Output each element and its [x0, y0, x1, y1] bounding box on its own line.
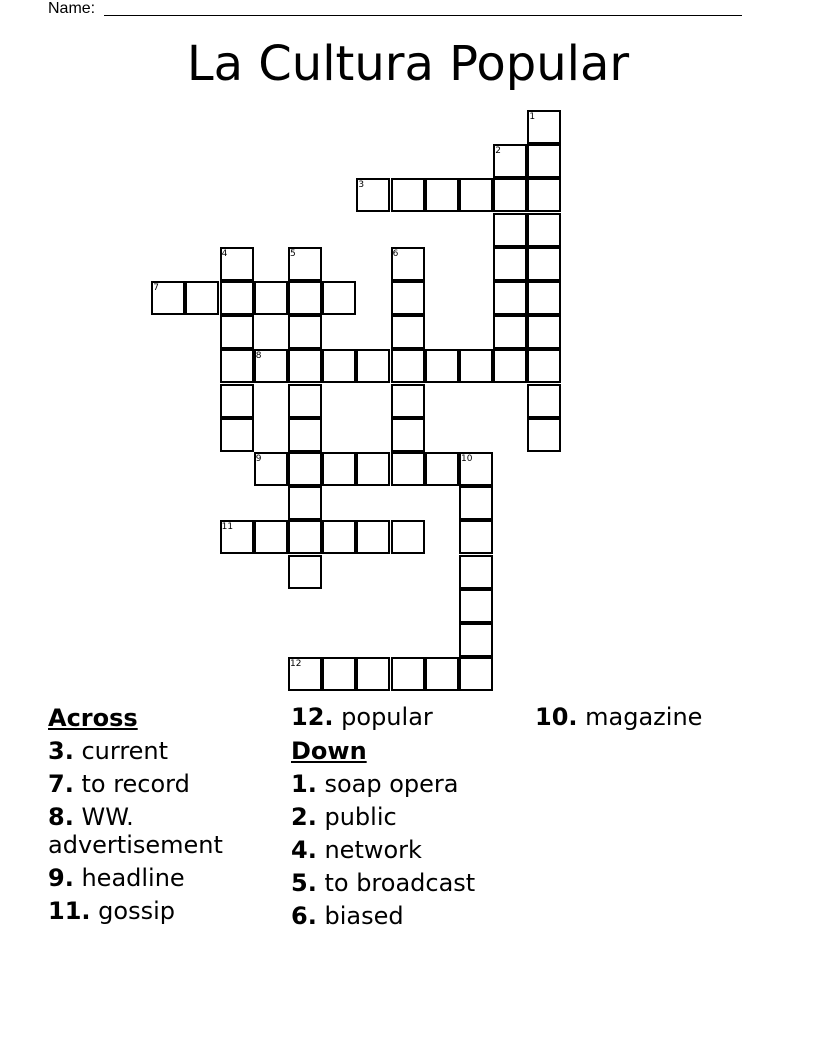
grid-cell[interactable]	[493, 247, 527, 281]
grid-cell[interactable]	[527, 281, 561, 315]
grid-cell[interactable]	[288, 315, 322, 349]
grid-cell[interactable]	[391, 281, 425, 315]
down-clue-6: 6. biased	[291, 902, 404, 930]
grid-cell[interactable]	[527, 349, 561, 383]
grid-cell[interactable]	[322, 657, 356, 691]
grid-cell[interactable]	[527, 178, 561, 212]
clue-column-1	[48, 703, 278, 930]
down-clue-10: 10. magazine	[535, 703, 703, 731]
grid-cell[interactable]	[391, 418, 425, 452]
grid-cell[interactable]	[527, 213, 561, 247]
across-clue-7: 7. to record	[48, 770, 190, 798]
grid-cell[interactable]	[288, 349, 322, 383]
grid-cell[interactable]	[459, 657, 493, 691]
grid-cell[interactable]	[288, 384, 322, 418]
grid-cell[interactable]	[425, 452, 459, 486]
down-clue-5: 5. to broadcast	[291, 869, 476, 897]
grid-cell[interactable]	[288, 486, 322, 520]
page-title: La Cultura Popular	[186, 36, 630, 92]
grid-cell[interactable]	[288, 281, 322, 315]
grid-cell[interactable]	[391, 315, 425, 349]
clue-number: 5	[290, 248, 296, 259]
grid-cell[interactable]	[220, 315, 254, 349]
grid-cell[interactable]	[459, 623, 493, 657]
grid-cell[interactable]	[254, 281, 288, 315]
grid-cell[interactable]	[391, 520, 425, 554]
grid-cell[interactable]	[425, 178, 459, 212]
grid-cell[interactable]	[527, 315, 561, 349]
grid-cell[interactable]	[459, 520, 493, 554]
down-heading: Down	[291, 737, 367, 765]
clue-number: 6	[392, 248, 399, 259]
down-clue-2: 2. public	[291, 803, 397, 831]
grid-cell[interactable]	[391, 349, 425, 383]
grid-cell[interactable]	[493, 178, 527, 212]
clue-column-3	[535, 703, 775, 736]
grid-cell[interactable]	[493, 315, 527, 349]
grid-cell[interactable]	[527, 144, 561, 178]
clue-number: 3	[358, 180, 365, 191]
across-clue-3: 3. current	[48, 737, 169, 765]
clue-number: 9	[255, 454, 262, 464]
clue-number: 11	[221, 522, 234, 533]
grid-cell[interactable]	[356, 349, 390, 383]
grid-cell[interactable]	[391, 657, 425, 691]
grid-cell[interactable]	[220, 349, 254, 383]
grid-cell[interactable]	[220, 418, 254, 452]
grid-cell[interactable]	[322, 281, 356, 315]
grid-cell[interactable]	[220, 384, 254, 418]
name-label: Name:	[48, 0, 96, 17]
grid-cell[interactable]	[391, 178, 425, 212]
clue-number: 8	[255, 351, 262, 362]
grid-cell[interactable]	[459, 178, 493, 212]
grid-cell[interactable]	[322, 452, 356, 486]
grid-cell[interactable]	[288, 520, 322, 554]
grid-cell[interactable]	[322, 349, 356, 383]
clue-number: 12	[290, 659, 302, 670]
grid-cell[interactable]	[322, 520, 356, 554]
grid-cell[interactable]	[391, 452, 425, 486]
grid-cell[interactable]	[288, 452, 322, 486]
grid-cell[interactable]	[254, 520, 288, 554]
across-clue-9: 9. headline	[48, 864, 185, 892]
clue-number: 2	[495, 146, 501, 157]
down-clue-1: 1. soap opera	[291, 770, 459, 798]
grid-cell[interactable]	[425, 349, 459, 383]
grid-cell[interactable]	[459, 349, 493, 383]
grid-cell[interactable]	[356, 452, 390, 486]
grid-cell[interactable]	[527, 384, 561, 418]
clue-number: 10	[461, 454, 473, 464]
grid-cell[interactable]	[527, 247, 561, 281]
clue-number: 4	[221, 248, 228, 259]
grid-cell[interactable]	[185, 281, 219, 315]
grid-cell[interactable]	[220, 281, 254, 315]
grid-cell[interactable]	[425, 657, 459, 691]
grid-cell[interactable]	[493, 281, 527, 315]
grid-cell[interactable]	[493, 349, 527, 383]
grid-cell[interactable]	[459, 486, 493, 520]
across-heading: Across	[48, 704, 138, 732]
clue-number: 7	[153, 283, 159, 293]
grid-cell[interactable]	[459, 555, 493, 589]
grid-cell[interactable]	[493, 213, 527, 247]
across-clue-8: 8. WW. advertisement	[48, 803, 223, 859]
down-clue-4: 4. network	[291, 836, 422, 864]
grid-cell[interactable]	[527, 418, 561, 452]
across-clue-12: 12. popular	[291, 703, 433, 731]
across-clue-11: 11. gossip	[48, 897, 175, 925]
grid-cell[interactable]	[356, 520, 390, 554]
grid-cell[interactable]	[459, 589, 493, 623]
clue-number: 1	[529, 112, 536, 122]
grid-cell[interactable]	[391, 384, 425, 418]
grid-cell[interactable]	[288, 555, 322, 589]
grid-cell[interactable]	[356, 657, 390, 691]
clue-column-2	[291, 703, 526, 935]
grid-cell[interactable]	[288, 418, 322, 452]
